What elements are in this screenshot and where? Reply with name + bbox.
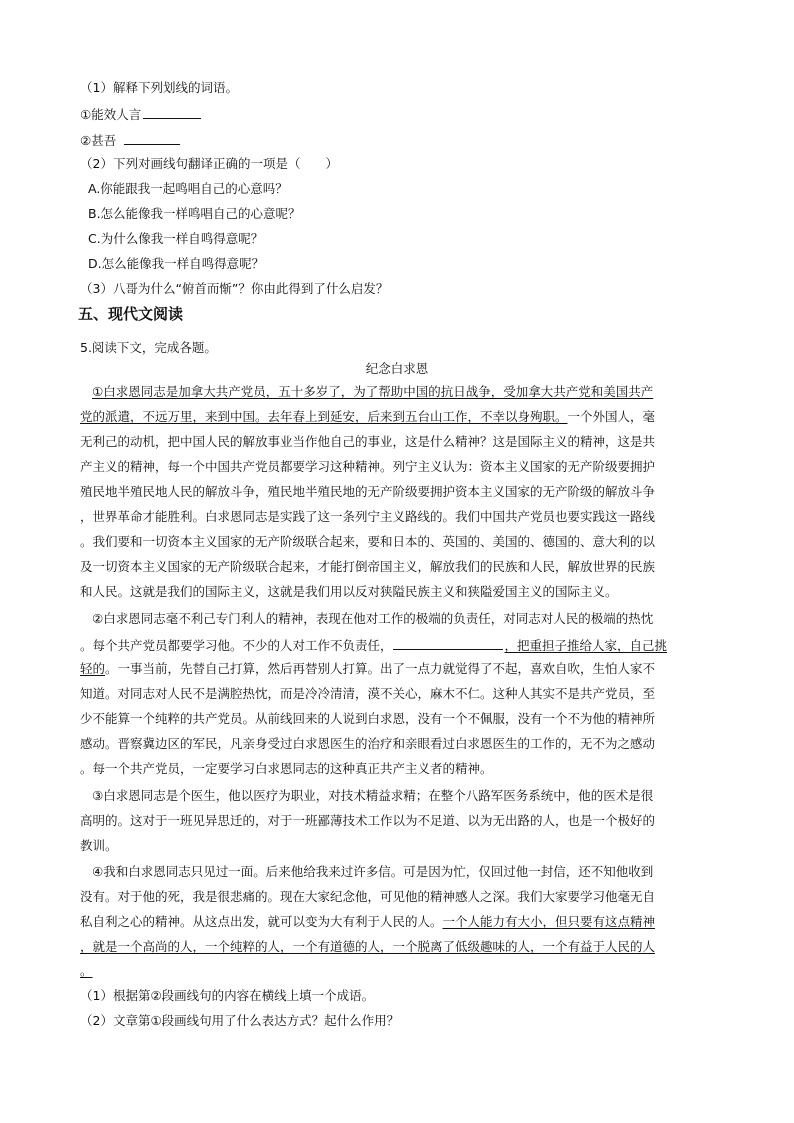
q4-option-a: A.你能跟我一起鸣唱自己的心意吗？ <box>88 181 288 196</box>
p2-text: 。每个共产党员都要学习他。不少的人对工作不负责任， <box>80 638 393 653</box>
p1-line <box>92 384 653 400</box>
q5-intro: 5.阅读下文，完成各题。 <box>80 340 217 355</box>
p1-line: 和人民。这就是我们的国际主义，这就是我们用以反对狭隘民族主义和狭隘爱国主义的国际主义。 <box>80 584 618 599</box>
p4-line <box>80 939 655 955</box>
underlined-sentence: 。 <box>80 963 93 978</box>
q4-sub3: （3）八哥为什么“俯首而惭”？你由此得到了什么启发？ <box>80 281 389 296</box>
q4-option-d: D.怎么能像我一样自鸣得意呢？ <box>88 256 265 271</box>
p2-line: 少不能算一个纯粹的共产党员。从前线回来的人说到白求恩，没有一个不佩服，没有一个不为他的精神所 <box>80 711 656 726</box>
idiom-answer-blank[interactable] <box>393 636 503 650</box>
p2-line: 知道。对同志对人民不是满腔热忱，而是冷冷清清，漠不关心，麻木不仁。这种人其实不是共产党员，至 <box>80 686 656 701</box>
q4-sub1-item-b <box>80 131 180 149</box>
p2-text: 。一事当前，先替自己打算，然后再替别人打算。出了一点力就觉得了不起，喜欢自吹，生怕人家不 <box>105 661 656 676</box>
underlined-sentence: 一个人能力有大小，但只要有这点精神 <box>442 914 656 929</box>
p3-line: 教训。 <box>80 838 118 853</box>
q4-sub1-item-a-text: ①能效人言 <box>80 107 142 122</box>
p2-line: 感动。晋察冀边区的军民，凡亲身受过白求恩医生的治疗和亲眼看过白求恩医生的工作的，无不为之感动 <box>80 736 656 751</box>
underlined-sentence: ①白求恩同志是加拿大共产党员，五十多岁了，为了帮助中国的抗日战争，受加拿大共产党和美国共产 <box>92 384 654 399</box>
p3-line: ③白求恩同志是个医生，他以医疗为职业，对技术精益求精；在整个八路军医务系统中，他的医术是很 <box>92 788 654 803</box>
q4-sub1-item-b-text: ②甚吾 <box>80 133 117 148</box>
p2-line <box>80 636 667 654</box>
q4-sub1-item-a <box>80 105 201 123</box>
p4-line <box>80 914 655 930</box>
p1-line: 殖民地半殖民地人民的解放斗争，殖民地半殖民地的无产阶级要拥护资本主义国家的无产阶级的解放斗争 <box>80 484 656 499</box>
answer-blank[interactable] <box>143 105 201 119</box>
p1-line: 产主义的精神，每一个中国共产党员都要学习这种精神。列宁主义认为：资本主义国家的无产阶级要拥护 <box>80 459 656 474</box>
q5-sub2: （2）文章第①段画线句用了什么表达方式？起什么作用？ <box>80 1013 400 1028</box>
underlined-sentence: 轻的 <box>80 661 106 676</box>
p1-text: 一个外国人，毫 <box>567 409 656 424</box>
p4-line: 没有。对于他的死，我是很悲痛的。现在大家纪念他，可见他的精神感人之深。我们大家要学习他毫无自 <box>80 889 656 904</box>
p1-line: ，世界革命才能胜利。白求恩同志是实践了这一条列宁主义路线的。我们中国共产党员也要实践这一路线 <box>80 509 656 524</box>
q4-sub1: （1）解释下列划线的词语。 <box>80 80 238 95</box>
q5-sub1: （1）根据第②段画线句的内容在横线上填一个成语。 <box>80 988 375 1003</box>
p1-line <box>80 409 655 425</box>
q4-option-c: C.为什么像我一样自鸣得意呢？ <box>88 231 264 246</box>
p2-line: ②白求恩同志毫不利己专门利人的精神，表现在他对工作的极端的负责任，对同志对人民的极端的热忱 <box>92 611 654 626</box>
q4-sub2: （2）下列对画线句翻译正确的一项是（ ） <box>80 156 338 171</box>
article-title: 纪念白求恩 <box>365 361 429 376</box>
answer-blank[interactable] <box>124 131 180 145</box>
p1-line: 。我们要和一切资本主义国家的无产阶级联合起来，要和日本的、英国的、美国的、德国的、意大利的以 <box>80 534 656 549</box>
underlined-sentence: 党的派遣，不远万里，来到中国。去年春上到延安，后来到五台山工作，不幸以身殉职。 <box>80 409 568 424</box>
underlined-sentence: ，就是一个高尚的人，一个纯粹的人，一个有道德的人，一个脱离了低级趣味的人，一个有益于人民的人 <box>80 939 656 954</box>
p4-line: ④我和白求恩同志只见过一面。后来他给我来过许多信。可是因为忙，仅回过他一封信，还不知他收到 <box>92 864 654 879</box>
p4-text: 私自利之心的精神。从这点出发，就可以变为大有利于人民的人。 <box>80 914 443 929</box>
q4-option-b: B.怎么能像我一样鸣唱自己的心意呢？ <box>88 206 301 221</box>
p2-line: 。每一个共产党员，一定要学习白求恩同志的这种真正共产主义者的精神。 <box>80 761 493 776</box>
p1-line: 无利己的动机，把中国人民的解放事业当作他自己的事业，这是什么精神？这是国际主义的精神，这是共 <box>80 434 656 449</box>
p3-line: 高明的。这对于一班见异思迁的，对于一班鄙薄技术工作以为不足道、以为无出路的人，也是一个极好的 <box>80 813 656 828</box>
p4-line <box>80 963 93 979</box>
section-title: 五、现代文阅读 <box>78 305 184 323</box>
p2-line <box>80 661 655 677</box>
underlined-sentence: ，把重担子推给人家，自己挑 <box>504 638 668 653</box>
p1-line: 及一切资本主义国家的无产阶级联合起来，才能打倒帝国主义，解放我们的民族和人民，解放世界的民族 <box>80 559 656 574</box>
